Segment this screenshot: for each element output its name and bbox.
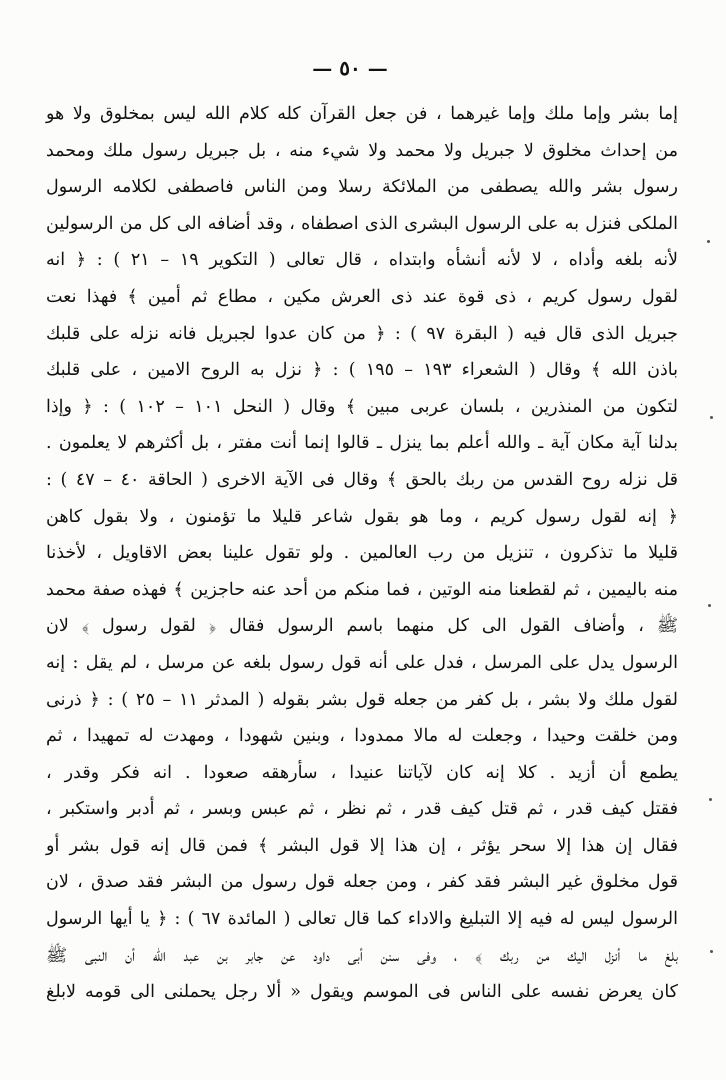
text-line: فقتل كيف قدر ، ثم قتل كيف قدر ، ثم نظر ، ثم عبس وبسر ، ثم أدبر واستكبر ، <box>46 799 678 820</box>
text-line: قليلا ما تذكرون ، تنزيل من رب العالمين . ولو تقول علينا بعض الاقاويل ، لأخذنا <box>46 543 678 564</box>
text-line: لأنه بلغه وأداه ، لا لأنه أنشأه وابتداه ، قال تعالى ( التكوير ١٩ – ٢١ ) : ﴿ انه <box>46 250 678 271</box>
text-line: الرسول يدل على المرسل ، فدل على أنه قول رسول بلغه عن مرسل ، لم يقل : إنه <box>46 652 678 673</box>
margin-dot <box>709 798 712 801</box>
body-text <box>46 96 678 1011</box>
margin-dot <box>710 416 713 419</box>
text-line: من إحداث مخلوق لا جبريل ولا محمد ولا شيء منه ، بل جبريل رسول ملك ومحمد <box>46 140 678 161</box>
margin-dot <box>707 240 710 243</box>
text-line: لقول رسول كريم ، ذى قوة عند ذى العرش مكين ، مطاع ثم أمين ﴾ فهذا نعت <box>46 286 678 307</box>
text-line: كان يعرض نفسه على الناس فى الموسم ويقول « ألا رجل يحملنى الى قومه لابلغ <box>46 982 678 1003</box>
text-line: بلغ ما أنزل اليك من ربك ﴾ ، وفى سنن أبى داود عن جابر بن عبد الله أن النبى ﷺ <box>46 945 678 966</box>
text-line: فقال إن هذا إلا سحر يؤثر ، إن هذا إلا قول البشر ﴾ فمن قال إنه قول بشر أو <box>46 835 678 856</box>
text-line: إما بشر وإما ملك وإما غيرهما ، فن جعل القرآن كله كلام الله ليس بمخلوق ولا هو <box>46 104 678 124</box>
text-line: قول مخلوق غير البشر فقد كفر ، ومن جعله قول رسول من البشر فقد صدق ، لان <box>46 872 678 893</box>
text-line: جبريل الذى قال فيه ( البقرة ٩٧ ) : ﴿ من كان عدوا لجبريل فانه نزله على قلبك <box>46 323 678 344</box>
text-line: قل نزله روح القدس من ربك بالحق ﴾ وقال فى الآية الاخرى ( الحاقة ٤٠ – ٤٧ ) : <box>46 469 678 490</box>
text-line: الملكى فنزل به على الرسول البشرى الذى اصطفاه ، وقد أضافه الى كل من الرسولين <box>46 213 678 234</box>
text-line: ﴿ إنه لقول رسول كريم ، وما هو بقول شاعر قليلا ما تؤمنون ، ولا بقول كاهن <box>46 506 678 527</box>
text-line: لقول ملك ولا بشر ، بل كفر من جعله قول بشر بقوله ( المدثر ١١ – ٢٥ ) : ﴿ ذرنى <box>46 689 678 710</box>
text-line: لتكون من المنذرين ، بلسان عربى مبين ﴾ وقال ( النحل ١٠١ – ١٠٢ ) : ﴿ وإذا <box>46 396 678 417</box>
text-line: ﷺ ، وأضاف القول الى كل منهما باسم الرسول فقال ﴿ لقول رسول ﴾ لان <box>46 616 678 637</box>
text-line: يطمع أن أزيد . كلا إنه كان لآياتنا عنيدا ، سأرهقه صعودا . انه فكر وقدر ، <box>46 762 678 783</box>
margin-dot <box>710 950 713 953</box>
margin-dot <box>708 604 711 607</box>
text-line: ومن خلقت وحيدا ، وجعلت له مالا ممدودا ، وبنين شهودا ، ومهدت له تمهيدا ، ثم <box>46 726 678 747</box>
text-line: باذن الله ﴾ وقال ( الشعراء ١٩٣ – ١٩٥ ) : ﴿ نزل به الروح الامين ، على قلبك <box>46 360 678 381</box>
page-number: — ٥٠ — <box>312 56 388 80</box>
text-line: رسول بشر والله يصطفى من الملائكة رسلا ومن الناس فاصطفى لكلامه الرسول <box>46 177 678 198</box>
text-line: الرسول ليس له فيه إلا التبليغ والاداء كما قال تعالى ( المائدة ٦٧ ) : ﴿ يا أيها الرسول <box>46 909 678 930</box>
text-line: منه باليمين ، ثم لقطعنا منه الوتين ، فما منكم من أحد عنه حاجزين ﴾ فهذه صفة محمد <box>46 579 678 600</box>
text-line: بدلنا آية مكان آية ـ والله أعلم بما ينزل ـ قالوا إنما أنت مفتر ، بل أكثرهم لا يعلمون . <box>46 433 678 454</box>
